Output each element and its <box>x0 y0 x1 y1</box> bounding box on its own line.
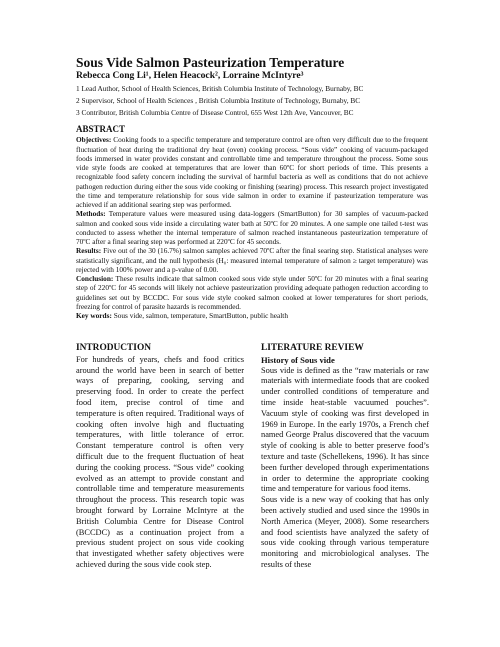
conclusion-label: Conclusion: <box>76 274 114 283</box>
methods-label: Methods: <box>76 209 106 219</box>
history-subheading: History of Sous vide <box>261 354 335 365</box>
literature-paragraph-1: Sous vide is defined as the “raw materials or raw materials with intermediate foods that are cooked under controlled conditions of temperature and time inside heat-stable vacuumed pouches”. Vacuum style of cooking was first developed in 1969 in Europe. In the early 1970s, a French chef named George Pralus discovered that the vacuum style of cooking is able to better preserve food’s texture and taste (Schellekens, 1996). It has since been further developed through experimentations in order to determine the appropriate cooking time and temperature for various food items. <box>261 365 429 494</box>
objectives-label: Objectives: <box>76 135 112 145</box>
abstract-results <box>76 246 428 274</box>
affiliation-3: 3 Contributor, British Columbia Centre of Disease Control, 655 West 12th Ave, Vancouver, BC <box>76 108 354 117</box>
abstract-heading: ABSTRACT <box>76 124 126 134</box>
literature-review-heading: LITERATURE REVIEW <box>261 343 364 353</box>
keywords-label: Key words: <box>76 311 112 320</box>
abstract-keywords <box>76 311 428 320</box>
author-list: Rebecca Cong Li¹, Helen Heacock², Lorraine McIntyre³ <box>76 70 304 81</box>
affiliation-2: 2 Supervisor, School of Health Sciences , British Columbia Institute of Technology, Burnaby, BC <box>76 96 361 105</box>
literature-review-column <box>261 343 429 571</box>
keywords-text: Sous vide, salmon, temperature, SmartButton, public health <box>111 311 288 320</box>
conclusion-text: These results indicate that salmon cooked sous vide style under 50ºC for 20 minutes with a final searing step of 220ºC for 45 seconds will likely not achieve pasteurization providing adequate pathogen reduction according to guidelines set out by BCCDC. For sous vide style cooked salmon cooked at lower temperatures for short periods, freezing for control of parasite hazards is recommended. <box>76 274 428 311</box>
abstract-objectives <box>76 135 428 209</box>
objectives-text: Cooking foods to a specific temperature and temperature control are often very difficult due to the frequent fluctuation of heat during the traditional dry heat (oven) cooking process. “Sous vide” cooking of vacuum-packaged foods immersed in water provides constant and controllable time and temperature throughout the process. Some sous vide style foods are cooked at temperatures that are lower than 60ºC for short periods of time. This presents a recognizable food safety concern including the survival of harmful bacteria as well as conditions that do not achieve pathogen reduction during either the sous vide cooking or finishing (searing) process. This research project investigated the time and temperature relationship for sous vide salmon in order to examine if pasteurization temperature was achieved if an additional searing step was performed. <box>76 135 428 209</box>
methods-text: Temperature values were measured using data-loggers (SmartButton) for 30 samples of vacuum-packed salmon and cooked sous vide inside a circulating water bath at 50ºC for 20 minutes. A one sample one tailed t-test was conducted to assess whether the internal temperature of salmon reached instantaneous pasteurization temperature of 70ºC after a final searing step was performed at 220ºC for 45 seconds. <box>76 209 428 246</box>
abstract-section <box>76 125 428 320</box>
introduction-body: For hundreds of years, chefs and food critics around the world have been in search of better ways of preparing, cooking, serving and preserving food. In order to create the perfect food item, precise control of time and temperature is often required. Traditional ways of cooking often involve high and fluctuating temperatures, with little tolerance of error. Constant temperature control is often very difficult due to the frequent fluctuation of heat during the cooking process. “Sous vide” cooking evolved as an attempt to provide constant and controllable time and temperature measurements throughout the process. This research topic was brought forward by Lorraine McIntyre at the British Columbia Centre for Disease Control (BCCDC) as a continuation project from a previous student project on sous vide cooking that investigated whether safety objectives were achieved during the sous vide cook step. <box>76 354 244 569</box>
introduction-heading: INTRODUCTION <box>76 343 152 353</box>
results-label: Results: <box>76 246 102 256</box>
literature-paragraph-2: Sous vide is a new way of cooking that has only been actively studied and used since the 1990s in North America (Meyer, 2008). Some researchers and food scientists have analyzed the safety of sous vide cooking through various temperature monitoring and microbiological analyses. The results of these <box>261 495 429 569</box>
results-text: Five out of the 30 (16.7%) salmon samples achieved 70ºC after the final searing step. Statistical analyses were statistically significant, and the null hypothesis (H₀: measured internal temperature of salmon ≥ target temperature) was rejected with 100% power and a p-value of 0.00. <box>76 246 428 274</box>
introduction-column <box>76 343 244 571</box>
affiliation-1: 1 Lead Author, School of Health Sciences, British Columbia Institute of Technology, Burnaby, BC <box>76 84 364 93</box>
abstract-conclusion <box>76 274 428 311</box>
abstract-methods <box>76 209 428 246</box>
paper-title: Sous Vide Salmon Pasteurization Temperature <box>76 55 345 70</box>
